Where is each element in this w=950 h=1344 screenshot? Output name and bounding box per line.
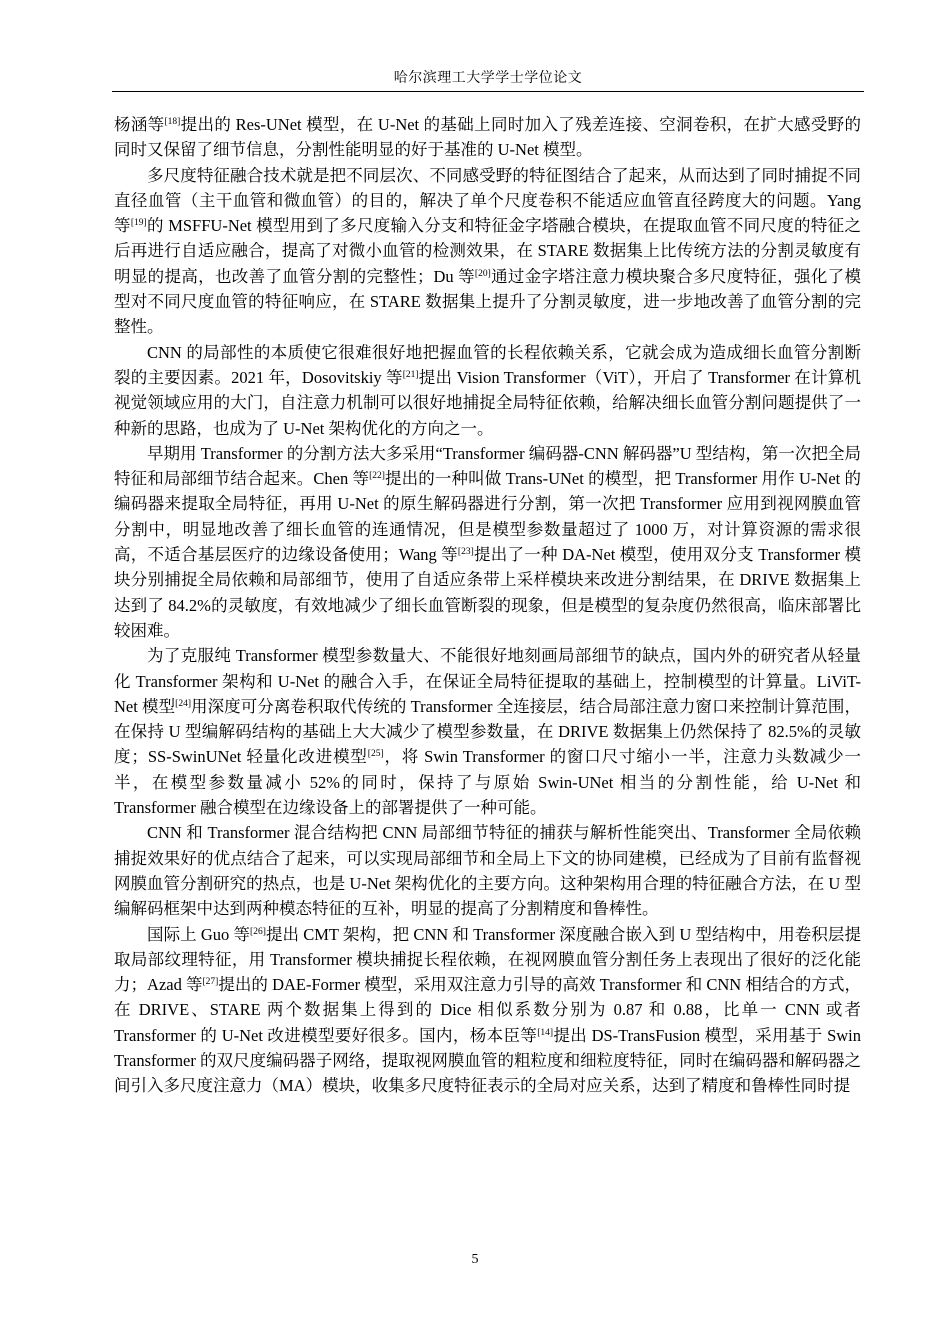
paragraph bbox=[114, 340, 861, 441]
body-text bbox=[114, 112, 861, 1099]
citation-marker: [22] bbox=[369, 471, 385, 482]
paragraph-text: 提出了一种 DA-Net 模型，使用双分支 Transformer 模块分别捕捉全局依赖和局部细节，使用了自适应条带上采样模块来改进分割结果，在 DRIVE 数据集上达到了 84.2%的灵敏度，有效地减少了细长血管断裂的现象，但是模型的复杂度仍然很高，临床部署比较困难。 bbox=[114, 545, 861, 640]
paragraph-text: 提出的 Res-UNet 模型，在 U-Net 的基础上同时加入了残差连接、空洞卷积，在扩大感受野的同时又保留了细节信息，分割性能明显的好于基准的 U-Net 模型。 bbox=[114, 115, 862, 160]
running-header: 哈尔滨理工大学学士学位论文 bbox=[393, 71, 583, 86]
paragraph bbox=[114, 163, 861, 340]
citation-marker: [26] bbox=[250, 926, 266, 937]
citation-marker: [18] bbox=[164, 117, 181, 127]
paragraph-text: 国际上 Guo 等 bbox=[147, 924, 251, 944]
paragraph-text: 早期用 Transformer 的分割方法大多采用“Transformer 编码器-CNN 解码器”U 型结构，第一次把全局特征和局部细节结合起来。Chen 等 bbox=[114, 443, 861, 489]
paragraph bbox=[114, 643, 861, 820]
citation-marker: [20] bbox=[474, 268, 491, 279]
citation-marker: [19] bbox=[130, 218, 147, 229]
paragraph-text: CNN 和 Transformer 混合结构把 CNN 局部细节特征的捕获与解析性能突出、Transformer 全局依赖捕捉效果好的优点结合了起来，可以实现局部细节和全局上下文的协同建模，已经成为了目前有监督视网膜血管分割研究的热点，也是 U-Net 架构优化的主要方向。这种架构用合理的特征融合方法，在 U 型编解码框架中达到两种模态特征的互补，明显的提高了分割精度和鲁棒性。 bbox=[114, 823, 861, 919]
paragraph-text: 为了克服纯 Transformer 模型参数量大、不能很好地刻画局部细节的缺点，国内外的研究者从轻量化 Transformer 架构和 U-Net 的融合入手，在保证全局特征提取的基础上，控制模型的计算量。LiViT-Net 模型 bbox=[114, 646, 861, 716]
paragraph-text: 提出 DS-TransFusion 模型，采用基于 Swin Transformer 的双尺度编码器子网络，提取视网膜血管的粗粒度和细粒度特征，同时在编码器和解码器之间引入多尺度注意力（MA）模块，收集多尺度特征表示的全局对应关系，达到了精度和鲁棒性同时提 bbox=[114, 1025, 861, 1096]
paragraph bbox=[114, 820, 861, 921]
paragraph-text: 提出 CMT 架构，把 CNN 和 Transformer 深度融合嵌入到 U 型结构中，用卷积层提取局部纹理特征，用 Transformer 模块捕捉长程依赖，在视网膜血管分割任务上表现出了很好的泛化能力；Azad 等 bbox=[114, 924, 861, 995]
paragraph-text: CNN 的局部性的本质使它很难很好地把握血管的长程依赖关系，它就会成为造成细长血管分割断裂的主要因素。2021 年，Dosovitskiy 等 bbox=[114, 342, 861, 387]
citation-marker: [27] bbox=[202, 977, 219, 988]
paragraph-text: ，将 Swin Transformer 的窗口尺寸缩小一半，注意力头数减少一半，在模型参数量减小 52%的同时，保持了与原始 Swin-UNet 相当的分割性能，给 U-Net 和 Transformer 融合模型在边缘设备上的部署提供了一种可能。 bbox=[114, 747, 861, 818]
paragraph bbox=[114, 922, 861, 1099]
citation-marker: [14] bbox=[537, 1027, 554, 1038]
citation-marker: [25] bbox=[367, 749, 384, 760]
paragraph-text: 的 MSFFU-Net 模型用到了多尺度输入分支和特征金字塔融合模块，在提取血管不同尺度的特征之后再进行自适应融合，提高了对微小血管的检测效果，在 STARE 数据集上比传统方法的分割灵敏度有明显的提高，也改善了血管分割的完整性；Du 等 bbox=[114, 216, 861, 286]
paragraph-text: 提出 Vision Transformer（ViT），开启了 Transformer 在计算机视觉领域应用的大门，自注意力机制可以很好地捕捉全局特征依赖，给解决细长血管分割问题提供了一种新的思路，也成为了 U-Net 架构优化的方向之一。 bbox=[114, 367, 861, 438]
paragraph-text: 提出的一种叫做 Trans-UNet 的模型，把 Transformer 用作 U-Net 的编码器来提取全局特征，再用 U-Net 的原生解码器进行分割，第一次把 Transformer 应用到视网膜血管分割中，明显地改善了细长血管的连通情况，但是模型参数量超过了 1000 万，对计算资源的需求很高，不适合基层医疗的边缘设备使用；Wang 等 bbox=[114, 469, 861, 565]
citation-marker: [23] bbox=[457, 547, 474, 558]
paragraph-text: 通过金字塔注意力模块聚合多尺度特征，强化了模型对不同尺度血管的特征响应，在 STARE 数据集上提升了分割灵敏度，进一步地改善了血管分割的完整性。 bbox=[114, 266, 862, 337]
page-number: 5 bbox=[471, 1252, 479, 1267]
paragraph bbox=[114, 441, 861, 643]
paragraph-text: 用深度可分离卷积取代传统的 Transformer 全连接层，结合局部注意力窗口来控制计算范围，在保持 U 型编解码结构的基础上大大减少了模型参数量，在 DRIVE 数据集上仍然保持了 82.5%的灵敏度；SS-SwinUNet 轻量化改进模型 bbox=[114, 696, 861, 767]
citation-marker: [21] bbox=[402, 369, 419, 380]
header-rule bbox=[112, 91, 864, 92]
paragraph-text: 提出的 DAE-Former 模型，采用双注意力引导的高效 Transformer 和 CNN 相结合的方式，在 DRIVE、STARE 两个数据集上得到的 Dice 相似系数分别为 0.87 和 0.88，比单一 CNN 或者 Transformer 的 U-Net 改进模型要好很多。国内，杨本臣等 bbox=[114, 975, 861, 1045]
citation-marker: [24] bbox=[175, 698, 191, 709]
paragraph-text: 多尺度特征融合技术就是把不同层次、不同感受野的特征图结合了起来，从而达到了同时捕捉不同直径血管（主干血管和微血管）的目的，解决了单个尺度卷积不能适应血管直径跨度大的问题。Yang 等 bbox=[114, 165, 861, 236]
paragraph-text: 杨涵等 bbox=[114, 115, 165, 134]
paragraph bbox=[114, 112, 861, 163]
